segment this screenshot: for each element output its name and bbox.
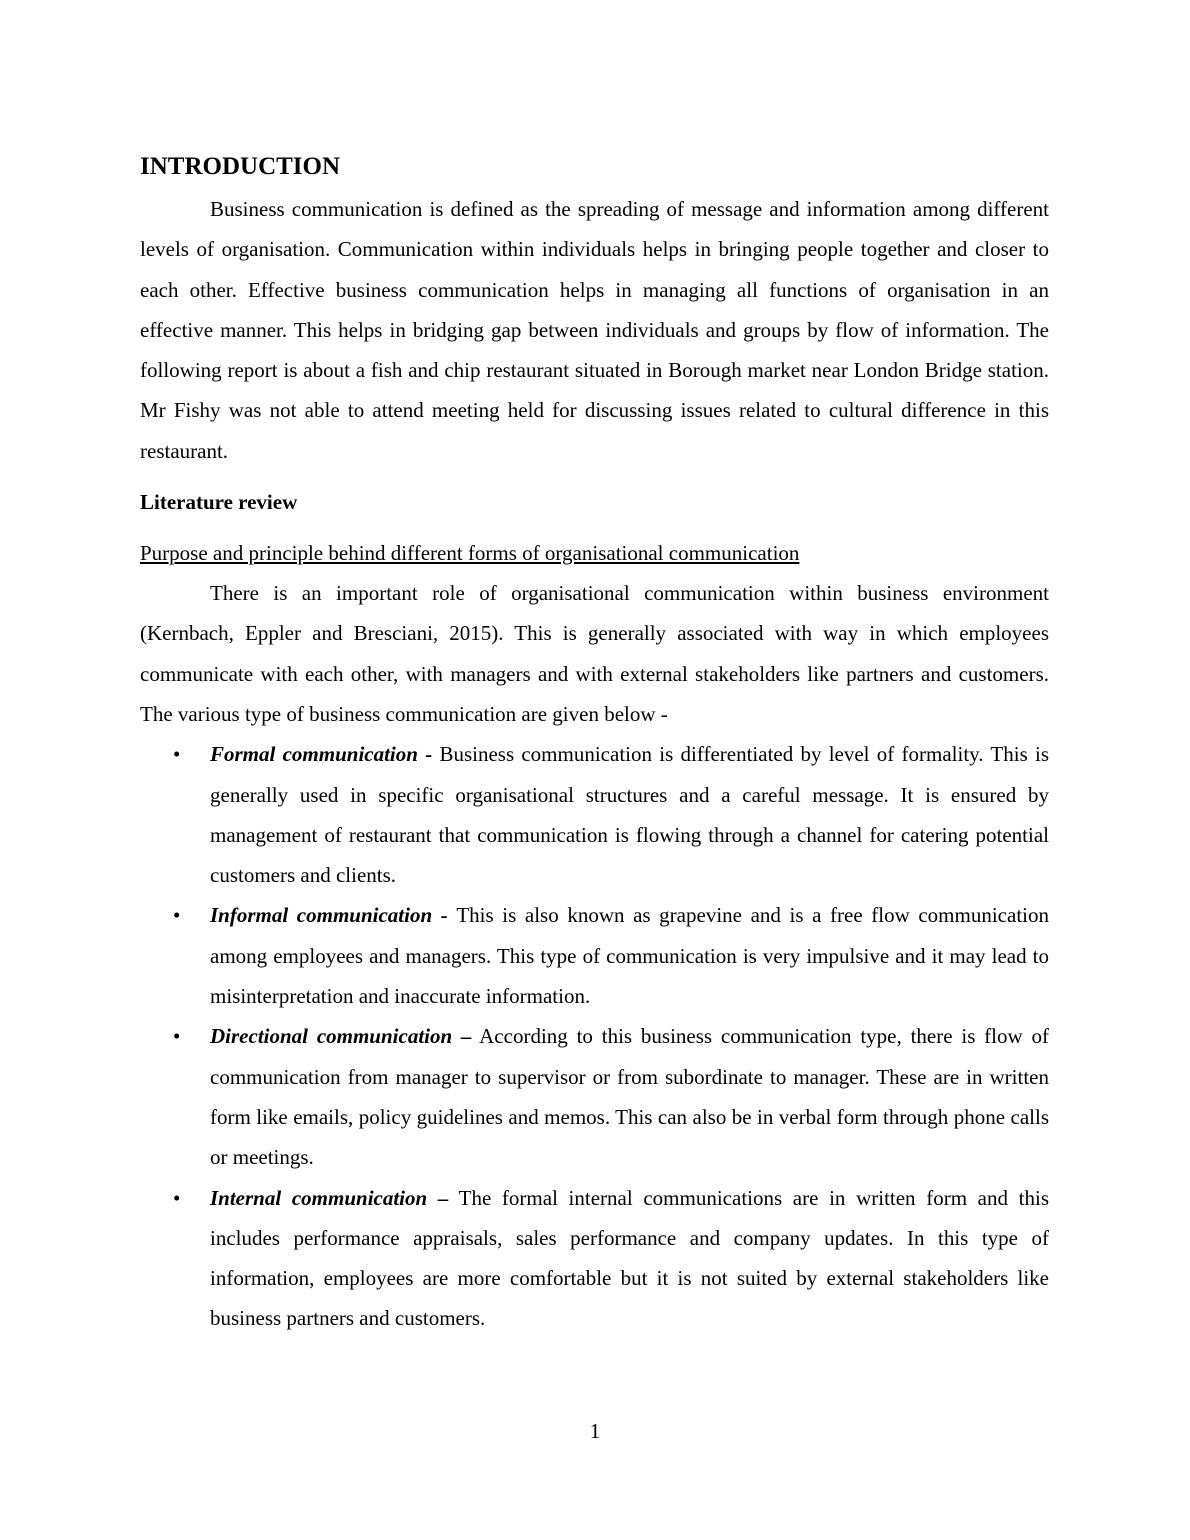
page-number: 1 [589,1419,601,1443]
section-paragraph: There is an important role of organisational communication within business environment (Kernbach, Eppler and Bresciani, 2015). This is generally associated with way in which employees communicate with each other, with managers and with external stakeholders like partners and customers. The various type of business communication are given below - [140,581,1049,726]
page-title: INTRODUCTION [140,153,341,180]
list-item-text: According to this business communication type, there is flow of communication from manager to supervisor or from subordinate to manager. These are in written form like emails, policy guidelines and memos. This can also be in verbal form through phone calls or meetings. [210,1024,1049,1170]
list-item-text: This is also known as grapevine and is a free flow communication among employees and managers. This type of communication is very impulsive and it may lead to misinterpretation and inaccurate information. [210,903,1049,1009]
list-item-term: Internal communication – [210,1185,449,1210]
intro-paragraph: Business communication is defined as the spreading of message and information among different levels of organisation. Communication within individuals helps in bringing people together and closer to each other. Effective business communication helps in managing all functions of organisation in an effective manner. This helps in bridging gap between individuals and groups by flow of information. The following report is about a fish and chip restaurant situated in Borough market near London Bridge station. Mr Fishy was not able to attend meeting held for discussing issues related to cultural difference in this restaurant. [140,197,1049,463]
bullet-icon: • [173,742,181,767]
list-item [140,1016,1049,1177]
subsection-title: Purpose and principle behind different forms of organisational communication [140,541,800,566]
list-item [140,1178,1049,1339]
document-page [140,150,1049,1339]
list-item-term: Formal communication - [210,742,440,767]
bullet-icon: • [173,1185,181,1210]
bullet-icon: • [173,1024,181,1049]
section-title: Literature review [140,490,298,515]
list-item-text: Business communication is differentiated by level of formality. This is generally used in specific organisational structures and a careful message. It is ensured by management of restaurant that communication is flowing through a channel for catering potential customers and clients. [210,742,1049,888]
list-item-term: Informal communication - [210,903,457,928]
bullet-icon: • [173,903,181,928]
list-item [140,895,1049,1016]
communication-types-list [140,734,1049,1338]
list-item [140,734,1049,895]
list-item-text: The formal internal communications are in written form and this includes performance appraisals, sales performance and company updates. In this type of information, employees are more comfortable but it is not suited by external stakeholders like business partners and customers. [210,1185,1049,1331]
list-item-term: Directional communication – [210,1024,472,1049]
